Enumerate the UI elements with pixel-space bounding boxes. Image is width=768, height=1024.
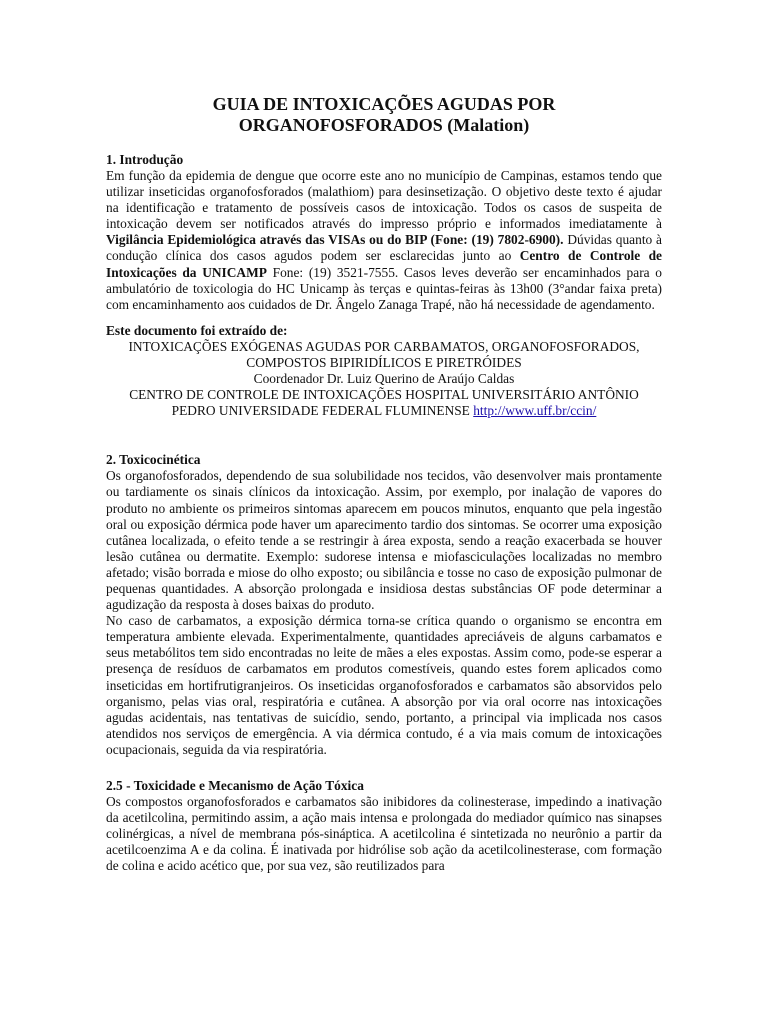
mechanism-paragraph-1: Os compostos organofosforados e carbamatos são inibidores da colinesterase, impedindo a inativação da acetilcolina, permitindo assim, a ação mais intensa e prolongada do mediador químico nas sinapses colinérgicas, a nível de membrana pós-sináptica. A acetilcolina é sintetizada no neurônio a partir da acetilcoenzima A e da colina. É inativada por hidrólise sob ação da acetilcolinesterase, com formação de colina e acido acético que, por sua vez, são reutilizados para bbox=[106, 794, 662, 874]
mechanism-section bbox=[106, 778, 662, 874]
intro-text-a: Em função da epidemia de dengue que ocorre este ano no município de Campinas, estamos tendo que utilizar inseticidas organofosforados (malathiom) para desinsetização. O objetivo deste texto é ajudar na identificação e tratamento de possíveis casos de intoxicação. Todos os casos de suspeita de intoxicação devem ser notificados através do impresso próprio e informados imediatamente à bbox=[106, 168, 662, 232]
intro-text-b: Dúvidas quanto à condução clínica dos casos agudos podem ser esclarecidas junto ao bbox=[106, 232, 663, 264]
toxico-paragraph-2: No caso de carbamatos, a exposição dérmica torna-se crítica quando o organismo se encontra em temperatura ambiente elevada. Experimentalmente, quantidades apreciáveis de alguns carbamatos e seus metabólitos tem sido encontradas no leite de mães a eles expostas. Assim como, pode-se esperar a presença de resíduos de carbamatos em produtos comestíveis, quando estes forem aplicados como inseticidas em hortifrutigranjeiros. Os inseticidas organofosforados e carbamatos são absorvidos pelo organismo, pelas vias oral, respiratória e cutânea. A absorção por via oral ocorre nas intoxicações agudas acidentais, nas tentativas de suicídio, sendo, portanto, a principal via implicada nos casos atendidos nos serviços de emergência. A via dérmica contudo, é a via mais comum de intoxicações ocupacionais, seguida da via respiratória. bbox=[106, 613, 662, 757]
toxico-section bbox=[106, 452, 662, 758]
title-line-2: ORGANOFOSFORADOS (Malation) bbox=[238, 115, 530, 135]
intro-section bbox=[106, 152, 662, 313]
intro-text-c: Fone: (19) 3521-7555. Casos leves deverão ser encaminhados para o ambulatório de toxicologia do HC Unicamp às terças e quintas-feiras às 13h00 (3°andar faixa preta) com encaminhamento aos cuidados de Dr. Ângelo Zanaga Trapé, não há necessidade de agendamento. bbox=[106, 264, 662, 312]
source-citation bbox=[106, 339, 662, 419]
toxico-paragraph-1: Os organofosforados, dependendo de sua solubilidade nos tecidos, vão desenvolver mais prontamente ou tardiamente os sinais clínicos da intoxicação. Assim, por exemplo, por inalação de vapores do produto no ambiente os primeiros sintomas aparecem em poucos minutos, enquanto que pela ingestão oral ou exposição dérmica pode haver um aparecimento tardio dos sintomas. Se ocorrer uma exposição cutânea localizada, o efeito tende a se restringir à área exposta, sendo a reação exacerbada se houver lesão cutânea ou dermatite. Exemplo: sudorese intensa e miofasciculações localizadas no membro afetado; visão borrada e miose do olho exposto; ou sibilância e tosse no caso de exposição pulmonar de pequenas quantidades. A absorção prolongada e insidiosa destas substâncias OF pode determinar a agudização da resposta à doses baixas do produto. bbox=[106, 468, 662, 613]
source-section bbox=[106, 323, 662, 419]
source-line-2: COMPOSTOS BIPIRIDÍLICOS E PIRETRÓIDES bbox=[246, 354, 522, 370]
intro-bold-b: Centro de Controle de Intoxicações da UNICAMP bbox=[106, 248, 662, 280]
source-line-5 bbox=[106, 403, 662, 419]
source-link[interactable]: http://www.uff.br/ccin/ bbox=[473, 403, 597, 419]
source-line-3: Coordenador Dr. Luiz Querino de Araújo Caldas bbox=[253, 371, 515, 387]
intro-bold-a: Vigilância Epidemiológica através das VISAs ou do BIP (Fone: (19) 7802-6900). bbox=[106, 232, 564, 248]
document-title bbox=[106, 94, 662, 136]
toxico-heading: 2. Toxicocinética bbox=[106, 452, 201, 468]
intro-heading: 1. Introdução bbox=[106, 152, 184, 167]
intro-paragraph bbox=[106, 168, 662, 313]
mechanism-heading: 2.5 - Toxicidade e Mecanismo de Ação Tóxica bbox=[106, 778, 364, 793]
source-line-5-text: PEDRO UNIVERSIDADE FEDERAL FLUMINENSE bbox=[171, 403, 474, 419]
title-line-1: GUIA DE INTOXICAÇÕES AGUDAS POR bbox=[212, 94, 556, 114]
source-heading: Este documento foi extraído de: bbox=[106, 322, 288, 338]
source-line-1: INTOXICAÇÕES EXÓGENAS AGUDAS POR CARBAMATOS, ORGANOFOSFORADOS, bbox=[128, 338, 640, 354]
source-line-4: CENTRO DE CONTROLE DE INTOXICAÇÕES HOSPITAL UNIVERSITÁRIO ANTÔNIO bbox=[129, 387, 639, 403]
